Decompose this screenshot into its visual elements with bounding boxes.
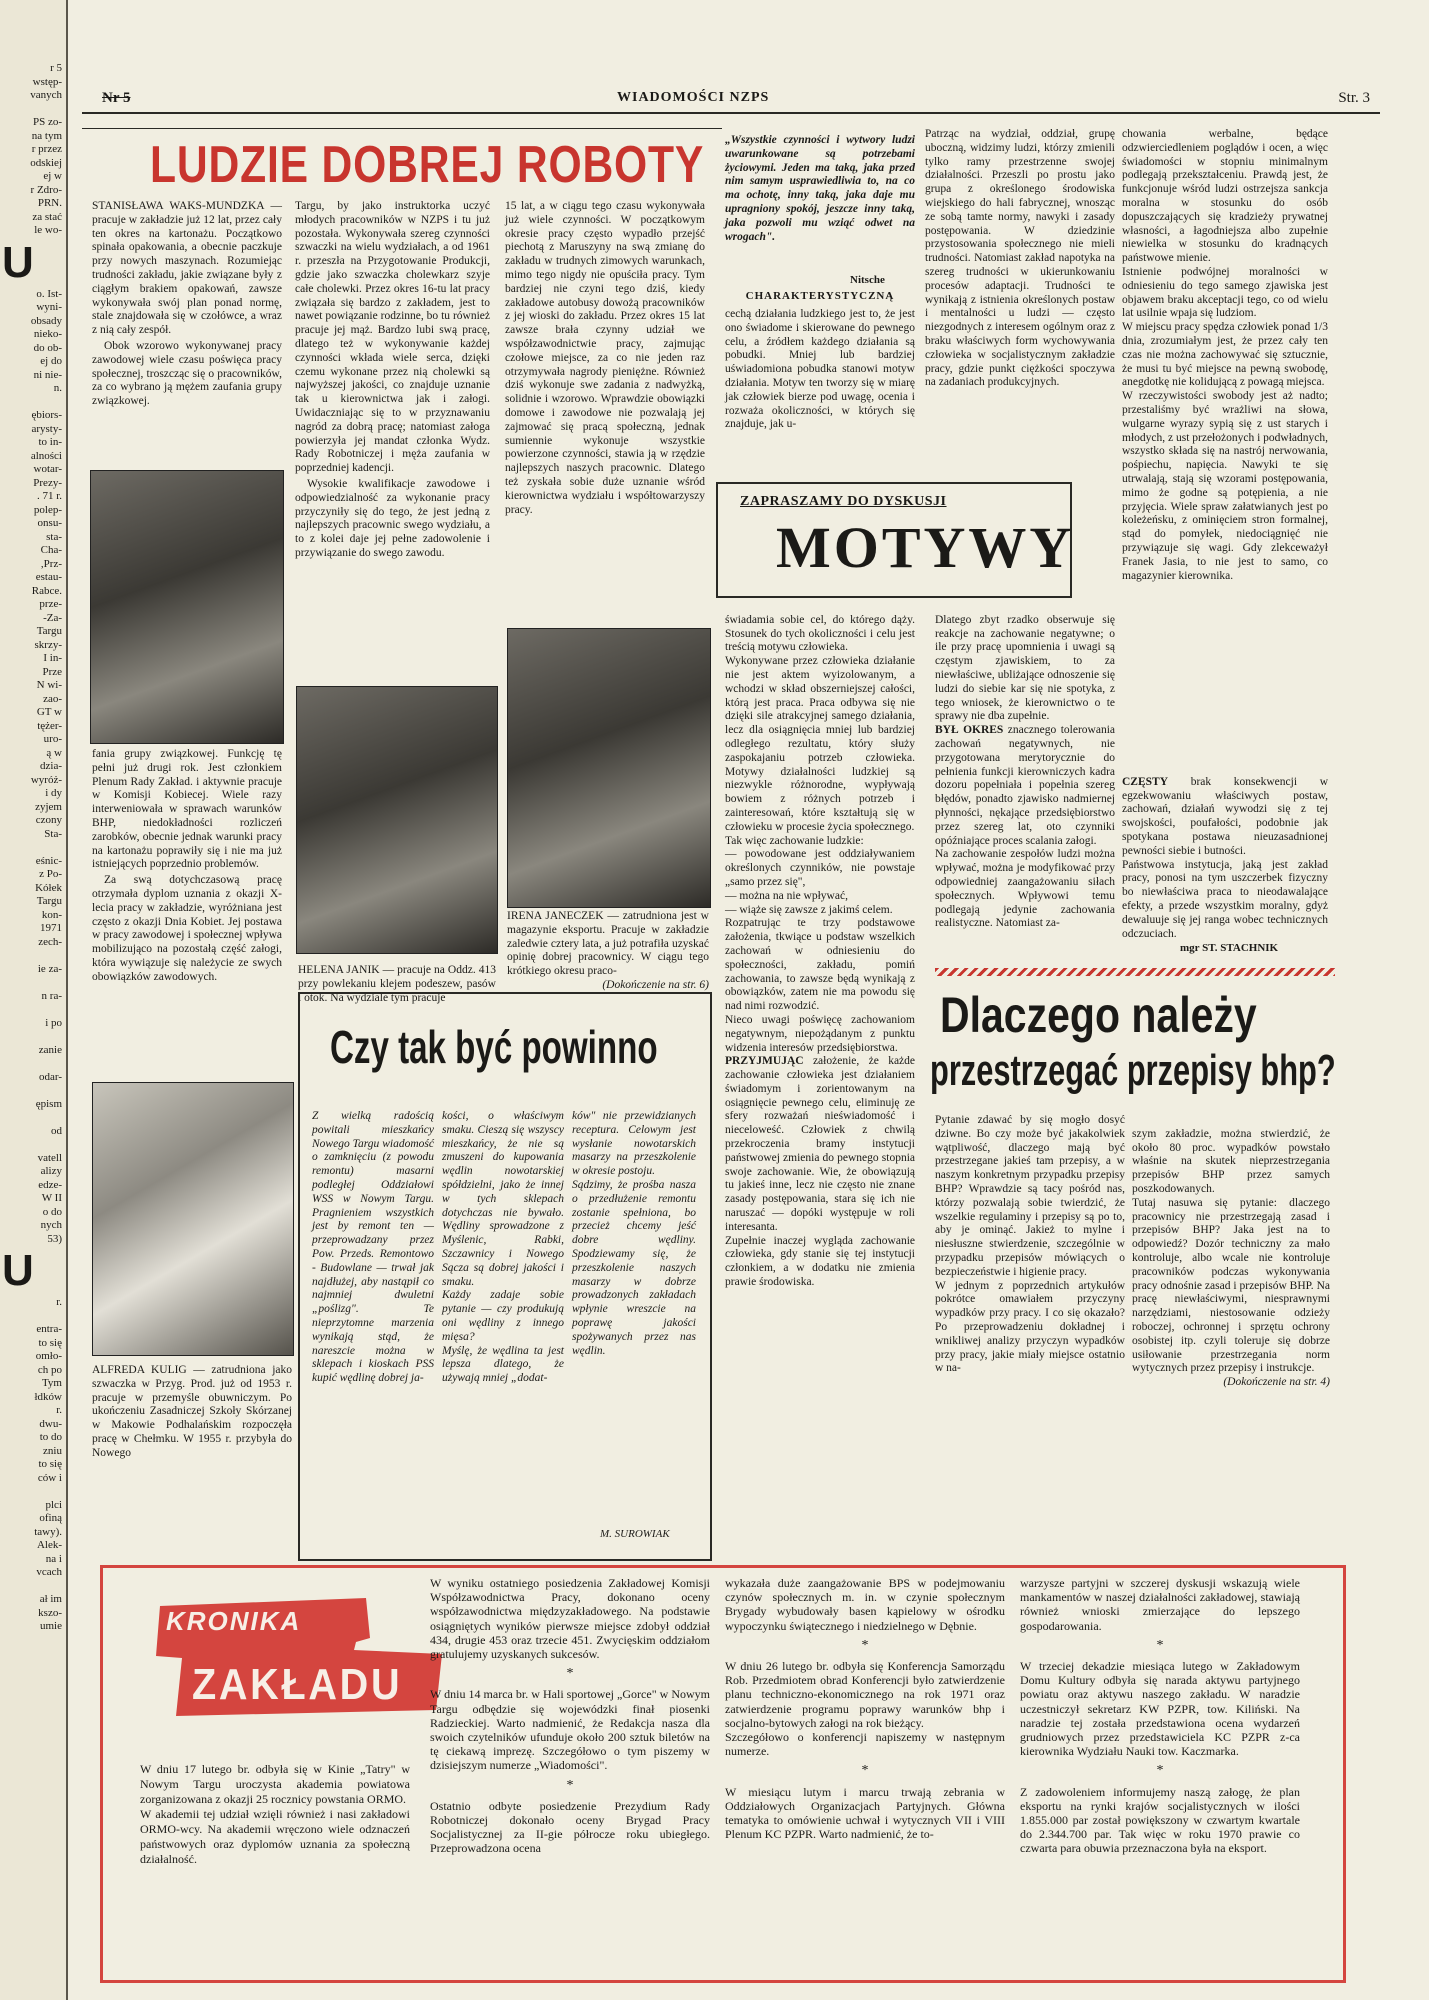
caption-text: IRENA JANECZEK — zatrudniona jest w magazynie eksportu. Pracuje w zakładzie zaledwie cztery lata, a już potrafiła uzyskać opinię dobrej pracownicy. W ciągu tego krótkiego okresu praco- xyxy=(507,910,709,978)
strip-line: ał im xyxy=(39,1593,62,1605)
motywy-kicker: ZAPRASZAMY DO DYSKUSJI xyxy=(740,494,947,509)
strip-line: 1971 xyxy=(40,922,62,934)
page-header xyxy=(82,88,1380,114)
kronika-col1 xyxy=(430,1576,710,1856)
paragraph: Za swą dotychczasową pracę otrzymała dyplom uznania z okazji X-lecia pracy w zakładzie, wyróżniana jest często z okazji Dnia Kobiet. Jej postawa w pracy zawodowej i społecznej wpływa mobilizująco na pozostałą część załogi, która wywiązuje się należycie ze swych obowiązków zawodowych. xyxy=(92,874,282,983)
strip-line: prze- xyxy=(39,598,62,610)
red-separator xyxy=(935,968,1335,976)
star-separator: * xyxy=(861,1763,869,1779)
motywy-title-box xyxy=(716,482,1075,598)
zakladu-label: ZAKŁADU xyxy=(192,1660,403,1709)
motywy-bold-lead: BYŁ OKRES xyxy=(935,724,1004,737)
strip-line: vatell xyxy=(37,1151,62,1164)
strip-line xyxy=(0,1310,66,1324)
divider xyxy=(82,128,722,129)
motywy-text: znacznego tolerowania zachowań negatywnych, nie przygotowana merytorycznie do pełnienia funkcji kierowniczych kadra dozoru popełniała i popełnia szereg błędów, ponadto zjawisko nadmiernej płynności, nękające przedsiębiorstwo przez szereg lat, oto czynniki opóźniające proces scalania załogi. Na zachowanie zespołów ludzi można wpływać, można je modyfikować przy odpowiedniej zaangażowaniu siłach społecznych. Wpływowi temu podlegają jedynie zachowania realistyczne. Natomiast za- xyxy=(935,724,1115,930)
strip-line: n ra- xyxy=(41,989,62,1002)
article2-col1: Z wielką radością powitali mieszkańcy Nowego Targu wiadomość o zamknięciu (z powodu remontu) masarni podległej Oddziałowi WSS w Nowym Targu. Pragnieniem wszystkich jest by remont ten — przeprowadzany przez Pow. Przeds. Remontowo - Budowlane — trwał jak najdłużej, aby nastąpił co najmniej dwuletni „poślizg". Te nieprzytomne marzenia wynikają stąd, że nareszcie można w sklepach i kioskach PSS kupić wędlinę dobrej ja- xyxy=(312,1110,434,1385)
strip-big-letter: U xyxy=(2,237,34,287)
paragraph: 15 lat, a w ciągu tego czasu wykonywała już wiele czynności. W początkowym okresie pracy często wypadło przejść piechotą z Maruszyny na swą zmianę do zakładu w trudnych zimowych warunkach, mimo tego nigdy nie opuściła pracy. Tym bardziej nie czyni tego dziś, kiedy zakładowe autobusy dowożą pracowników z jej wioski do zakładu. Przez okres 15 lat zawsze brała czynny udział we współzawodnictwie pracy, zajmując czołowe miejsce, za co nie jeden raz otrzymywała nagrody pieniężne. Również dziś wykonuje swe zadania z nadwyżką, solidnie i wzorowo. Wprawdzie obowiązki domowe i zawodowe nie pozwalają jej zajmować się pracą społeczną, jednak sumiennie wykonuje wszystkie powierzone czynności, stawia ją w rzędzie najlepszych naszych pracownic. Dlatego też zyskała sobie duże uznanie wśród kierownictwa wydziału i współtowarzyszy pracy. xyxy=(505,200,705,516)
photo-waksmundzka xyxy=(90,470,284,744)
strip-line: n. xyxy=(53,382,62,394)
quote-author: Nitsche xyxy=(850,274,885,286)
strip-line: do ob- xyxy=(33,341,62,354)
strip-line: za stać xyxy=(32,210,62,223)
strip-line: PS zo- xyxy=(32,116,62,128)
strip-line xyxy=(0,841,66,855)
photo-kulig xyxy=(92,1082,294,1356)
strip-line: omło- xyxy=(35,1350,62,1362)
kronika-item: W wyniku ostatniego posiedzenia Zakładowej Komisji Współzawodnictwa Pracy, dokonano oceny współzawodnictwa międzyzakładowego. Na podstawie osiągniętych wyników pierwsze miejsce zdobył oddział 434, drugie 453 oraz trzecie 451. Zwycięskim oddziałom gratulujemy uzyskanych sukcesów. xyxy=(430,1576,710,1662)
strip-line: ców i xyxy=(37,1471,62,1484)
caption-janik: HELENA JANIK — pracuje na Oddz. 413 przy powlekaniu klejem podeszew, pasów i otok. Na wydziale tym pracuje xyxy=(298,964,496,1004)
strip-line: z Po- xyxy=(39,868,62,880)
strip-line: Alek- xyxy=(36,1539,62,1551)
strip-line: to się xyxy=(38,1458,62,1470)
strip-line: I in- xyxy=(43,652,62,664)
kronika-banner xyxy=(156,1598,444,1716)
strip-line: wyni- xyxy=(36,301,62,313)
strip-line: Rabce. xyxy=(31,584,62,597)
photo-janik xyxy=(296,686,498,954)
strip-line: Tym xyxy=(41,1377,62,1389)
strip-line: ej w xyxy=(43,170,62,182)
strip-line xyxy=(0,1138,66,1152)
strip-line xyxy=(0,976,66,990)
previous-page-strip xyxy=(0,0,68,2000)
strip-line: zanie xyxy=(38,1043,62,1056)
strip-line: kszo- xyxy=(38,1606,62,1619)
strip-line: nieko- xyxy=(33,328,62,340)
strip-line: wyróż- xyxy=(30,773,62,786)
kronika-col2 xyxy=(725,1576,1005,1841)
strip-line xyxy=(0,1580,66,1594)
strip-line: r. xyxy=(56,1404,62,1416)
strip-line: ofiną xyxy=(39,1512,62,1524)
kronika-col0: W dniu 17 lutego br. odbyła się w Kinie „Tatry" w Nowym Targu uroczysta akademia powiatowa zorganizowana z okazji 25 rocznicy powstania ORMO. W akademii tej udział wzięli również i nasi zakładowi ORMO-wcy. Na akademii wręczono wiele odznaczeń państwowych oraz dyplomów uznania za społeczną działalność. xyxy=(140,1762,410,1866)
strip-line: Targu xyxy=(36,895,62,907)
kronika-item: Ostatnio odbyte posiedzenie Prezydium Rady Robotniczej dokonało oceny Brygad Pracy Socjalistycznej za II-gie półrocze roku ubiegłego. Przeprowadzona ocena xyxy=(430,1798,710,1856)
strip-line: le wo- xyxy=(34,224,62,236)
strip-line xyxy=(0,1030,66,1044)
page-number: Str. 3 xyxy=(1338,90,1370,106)
continued-note: (Dokończenie na str. 6) xyxy=(602,978,709,991)
strip-line: to in- xyxy=(38,436,62,448)
strip-line: odskiej xyxy=(30,156,62,169)
strip-line xyxy=(0,949,66,963)
strip-line: Cha- xyxy=(40,544,62,556)
strip-line: na tym xyxy=(31,129,62,142)
strip-line: ,Prz- xyxy=(40,557,62,570)
paragraph: fania grupy związkowej. Funkcję tę pełni już drugi rok. Jest członkiem Plenum Rady Zakład. i aktywnie pracuje w Komisji Kobiecej. Wiele razy interweniowała w sprawach warunków BHP, niedokładności rozliczeń zarobków, obecnie jednak warunki pracy na kartonażu poprawiły się i nie ma już istniejących poprzednio problemów. xyxy=(92,748,282,871)
strip-line: od xyxy=(51,1124,62,1137)
star-separator: * xyxy=(566,1777,574,1793)
star-separator: * xyxy=(1156,1637,1164,1653)
continued-note: (Dokończenie na str. 4) xyxy=(1223,1376,1330,1389)
article4-col1: Pytanie zdawać by się mogło dosyć dziwne. Bo czy może być jakakolwiek wątpliwość, dlaczego mają być przestrzegane jakieś tam przepisy, a w naszym konkretnym przypadku przepisy BHP? Wprawdzie są tacy pośród nas, którzy pozwalają sobie twierdzić, że wszelkie regulaminy i przepisy są po to, aby je ominąć. Jakież to mylne i niesłuszne stwierdzenie, szczególnie w przypadku przepisów mówiących o bezpieczeństwie i higienie pracy. W jednym z poprzednich artykułów pokrótce omawiałem przyczyny wypadków przy pracy. I co się okazało? Po przeprowadzeniu dokładnej i wnikliwej analizy przyczyn wypadków przy pracy, jakie miały miejsce ostatnio w na- xyxy=(935,1114,1125,1375)
article3-col2 xyxy=(935,600,1115,931)
paragraph: Targu, by jako instruktorka uczyć młodych pracowników w NZPS i tu już pozostała. Wykonywała szereg czynności szwaczki na wielu wydziałach, a od 1961 r. przeszła na Przygotowanie Produkcji, gdzie jako szwaczka cholewkarz szyje całe cholewki. Przez okres 16-tu lat pracy związała się bardzo z zakładem, jest to nawet powiązanie rodzinne, bo tu również pracuje jej mąż. Bardzo lubi swą pracę, dlatego też w wykonywanie każdej czynności wkłada wiele serca, dzięki czemu wykonane przez nią cholewki są najwyższej jakości, co znajduje uznanie tak u kierownictwa jak i załogi. Uwidaczniając się to w przyznawaniu nagród za dobrą pracę; natomiast załoga powierzyła jej mandat członka Wydz. Rady Robotniczej i męża zaufania w poprzedniej kadencji. xyxy=(295,200,490,475)
strip-line: kon- xyxy=(41,908,62,921)
article-title-ludzie: LUDZIE DOBREJ ROBOTY xyxy=(150,136,705,194)
article2-col2: kości, o właściwym smaku. Cieszą się wszyscy mieszkańcy, że nie są zmuszeni do kupowania wędlin nowotarskiej spółdzielni, jako że innej w tych sklepach dotychczas nie bywało. Wędliny sprowadzone z Myślenic, Rabki, Szczawnicy i Nowego Sącza są dobrej jakości i smaku. Każdy zadaje sobie pytanie — czy produkują oni wędliny z innego mięsa? Myślę, że wędlina ta jest lepsza dlatego, że używają mniej „dodat- xyxy=(442,1110,564,1385)
strip-line: ie za- xyxy=(37,962,62,975)
strip-line: ą w xyxy=(46,746,62,759)
strip-line: wstęp- xyxy=(32,75,62,88)
kronika-item: W dniu 26 lutego br. odbyła się Konferencja Samorządu Rob. Przedmiotem obrad Konferencji było zatwierdzenie planu techniczno-ekonomicznego na rok 1971 oraz zatwierdzenie programu poprawy warunków bhp i socjalno-bytowych załogi na rok bieżący. Szczegółowo o konferencji napiszemy w następnym numerze. xyxy=(725,1659,1005,1759)
strip-line: alności xyxy=(30,449,62,462)
strip-line: o. Ist- xyxy=(36,287,62,300)
strip-line: i po xyxy=(45,1016,62,1029)
strip-line: . 71 r. xyxy=(36,490,62,502)
strip-line: i dy xyxy=(45,787,62,799)
bhp-text: szym zakładzie, można stwierdzić, że około 80 proc. wypadków powstało właśnie na skutek nieprzestrzegania przepisów BHP przez samych poszkodowanych. Tutaj nasuwa się pytanie: dlaczego pracownicy nie przestrzegają zasad i przepisów BHP? Jaka jest na to odpowiedź? Dozór techniczny za mało kontroluje, albo wcale nie kontroluje pracowników podczas wykonywania pracy odnośnie zasad i przepisów BHP. Na pracę niewłaściwymi, niesprawnymi narzędziami, niestosowanie odzieży roboczej, ochronnej i sprzętu ochrony osobistej itp. czyli toleruje się dobrze usiłowanie przestrzegania norm wytycznych przez przepisy i instrukcje. xyxy=(1132,1127,1330,1375)
issue-number: Nr 5 xyxy=(102,90,131,106)
strip-line: ępism xyxy=(35,1097,62,1110)
paragraph: Wysokie kwalifikacje zawodowe i odpowiedzialność za wykonanie pracy przyczyniły się do tego, że jest jedną z najlepszych pracownic swego wydziału, a to z kolei daje jej pełne zadowolenie i przywiązanie do swego zawodu. xyxy=(295,477,490,559)
strip-line: to do xyxy=(39,1431,62,1443)
article-title-czy-tak: Czy tak być powinno xyxy=(330,1021,658,1073)
strip-line: r. xyxy=(56,1296,62,1308)
strip-line: skrzy- xyxy=(34,638,62,651)
article2-col3: ków" nie przewidzianych receptura. Celowym jest wysłanie nowotarskich masarzy na przeszkolenie w okresie postoju. Sądzimy, że prośba nasza o przedłużenie remontu zostanie spełniona, bo przecież chcemy jeść dobre wędliny. Spodziewamy się, że przeszkolenie naszych masarzy w dobrze prowadzonych zakładach wpłynie wreszcie na poprawę jakości spożywanych przez nas wędlin. xyxy=(572,1110,696,1357)
strip-line: umie xyxy=(40,1620,62,1632)
strip-line: sta- xyxy=(46,530,62,543)
strip-line: Sta- xyxy=(44,827,62,840)
strip-line: r 5 xyxy=(50,62,62,74)
strip-line: Prze xyxy=(42,665,62,678)
strip-line: wotar- xyxy=(33,463,62,475)
strip-line: vanych xyxy=(30,89,62,101)
article4-col2 xyxy=(1132,1114,1330,1404)
subhead-charakterystyczna: CHARAKTERYSTYCZNĄ xyxy=(745,290,895,302)
paragraph: Obok wzorowo wykonywanej pracy zawodowej wiele czasu poświęca pracy społecznej, troszcząc się o pracowników, za co wybrano ją mężem zaufania grupy związkowej. xyxy=(92,339,282,408)
strip-line: odar- xyxy=(39,1070,62,1083)
caption-janeczek xyxy=(507,910,709,993)
strip-line: czony xyxy=(35,814,62,826)
strip-line: to się xyxy=(38,1336,62,1349)
kronika-label: KRONIKA xyxy=(166,1606,302,1636)
newspaper-name: WIADOMOŚCI NZPS xyxy=(617,90,770,105)
article3-col2-top: Patrząc na wydział, oddział, grupę uboczną, widzimy ludzi, którzy zmienili tylko ramy przestrzenne swojej działalności. Przeszli po prostu jako grupa z określonego środowiska wiejskiego do hali fabrycznej, wnosząc ze sobą tamte normy, nawyki i zasady postępowania. W dziedzinie przystosowania społecznego nie mieli trudności. Natomiast zakład napotyka na szereg trudności w ukierunkowaniu procesów adaptacji. Trudności te wynikają z istnienia określonych postaw i mentalności u ludzi — często niezgodnych z interesem ogólnym oraz z braku właściwych form wychowywania człowieka w socjalistycznym zakładzie pracy, gdzie punkt ciężkości spoczywa na zadaniach produkcyjnych. xyxy=(925,128,1115,389)
strip-line: entra- xyxy=(36,1323,62,1335)
article3-col3-top: chowania werbalne, będące odzwierciedleniem poglądów i ocen, a więc świadomości w stopniu minimalnym podlegają przekształceniu. Prawdą jest, że funkcjonuje wśród ludzi ostrzejsza sankcja moralna w stosunku do osób dopuszczających się kradzieży prywatnej własności, a łagodniejsza albo zupełnie niewielka w stosunku do kradnących państwowe mienie. Istnienie podwójnej moralności w odniesieniu do tego samego zjawiska jest objawem braku akceptacji tego, co od wielu lat usilnie wpaja się ludziom. W miejscu pracy spędza człowiek ponad 1/3 dnia, zrozumiałym jest, że przez cały ten czas nie można zachowywać się sztucznie, że musi tu być miejsce na pewną swobodę, anegdotkę nie kolidującą z powagą miejsca. W rzeczywistości swobody jest aż nadto; przestaliśmy być wrażliwi na słowa, wulgarne wyrazy sypią się z ust starych i młodych, z ust przełożonych i podwładnych, wszystko składa się na nastrój nerwowania, pośpiechu, napięcia. Nawyki te się utrwalają, stają się wzorami postępowania, mimo że godne są potępienia, a nie przyjęcia. Wiele spraw załatwianych jest po koleżeńsku, z ominięciem stron formalnej, stąd do pomyłek, niedociągnięć nie przywiązuje się wagi. Gdy zlekceważył Franek Jasia, to nie jest to samo, co magazynier kierownika. xyxy=(1122,128,1328,582)
strip-line: N wi- xyxy=(36,679,62,691)
motywy-title: MOTYWY xyxy=(776,515,1075,580)
strip-line: arysty- xyxy=(31,422,62,435)
quote-text: „Wszystkie czynności i wytwory ludzi uwarunkowane są potrzebami życiowymi. Jeden ma taką, jaka przed nim samym usprawiedliwia to, na co ma ochotę, inny taką, jaka daje mu upragniony spokój, jeszcze inny taką, jaka pozwoli mu wziąć odwet na wrogach". xyxy=(725,134,915,243)
strip-line: zyjem xyxy=(35,800,62,813)
strip-line: dwu- xyxy=(39,1417,62,1430)
motywy-text: świadamia sobie cel, do którego dąży. Stosunek do tych okoliczności i celu jest treścią motywu człowieka. Wykonywane przez człowieka działanie nie jest aktem wyizolowanym, a wchodzi w skład obszerniejszej całości, którą jest praca. Praca odbywa się nie dzięki sile atrakcyjnej samego działania, lecz dla osiągnięcia mniej lub bardziej odległego rezultatu, który służy zaspokajaniu potrzeb człowieka. Motywy działalności ludzkiej są niezwykle różnorodne, wypływają bowiem z różnych potrzeb i zainteresowań, które kształtują się w człowieku w procesie życia społecznego. Tak więc zachowanie ludzkie: — powodowane jest oddziaływaniem określonych czynników, nie powstaje „samo przez się", — można na nie wpływać, — wiąże się zawsze z jakimś celem. Rozpatrując te trzy podstawowe założenia, tkwiące u podstaw wszelkich zachowań w odniesieniu do społeczności, zakładu, pomiń zachowania, to zawsze będą wynikają z obowiązków, zatem nie ma powodu się nad nimi rozwodzić. Nieco uwagi poświęcę zachowaniom negatywnym, niepożądanym z punktu widzenia interesów przedsiębiorstwa. xyxy=(725,613,915,1054)
kronika-item: Z zadowoleniem informujemy naszą załogę, że plan eksportu na rynki krajów socjalistycznych w ilości 1.855.000 par został powiększony w czwartym kwartale do 2.344.700 par. Tak więc w roku 1970 prawie co czwarta para obuwia przeznaczona była na eksport. xyxy=(1020,1784,1300,1856)
kronika-item: wykazała duże zaangażowanie BPS w podejmowaniu czynów społecznych m. in. w czynie społecznym Brygady wybudowały basen kąpielowy w ośrodku wypoczynku świątecznego i niedzielnego w Dębnie. xyxy=(725,1576,1005,1633)
strip-line: uro- xyxy=(43,733,62,745)
strip-line: Targu xyxy=(36,625,62,637)
article3-col1-top: cechą działania ludzkiego jest to, że jest ono świadome i skierowane do pewnego celu, a źródłem każdego działania są pobudki. Mniej lub bardziej uświadomiona pobudka stanowi motyw działania. Motyw ten tworzy się w miarę jak człowiek bierze pod uwagę, ocenia i rozważa okoliczności, w których się znajduje, jak u- xyxy=(725,308,915,431)
motywy-text: założenie, że każde zachowanie człowieka jest działaniem świadomym i zorientowanym na osiągnięcie pewnego celu, eliminuję ze sfery rozważań nieświadomość i nieceloweść. Człowiek z chwilą przekroczenia bramy instytucji państwowej zmienia do pewnego stopnia swoje zachowanie. Wie, że obowiązują tu jakieś inne, lecz nie często nie znane zasady postępowania, stara się ich nie naruszać — dopóki występuje w roli interesanta. Zupełnie inaczej wygląda zachowanie człowieka, gdy stanie się tej instytucji członkiem, a w dodatku nie zmienia prawie środowiska. xyxy=(725,1055,916,1289)
strip-line: vcach xyxy=(36,1566,62,1578)
motywy-bold-lead: PRZYJMUJĄC xyxy=(725,1055,804,1068)
article1-col1-top xyxy=(92,200,282,411)
photo-janeczek xyxy=(507,628,711,908)
strip-line: łdków xyxy=(34,1390,62,1403)
strip-line: ch po xyxy=(37,1363,62,1376)
article3-col3 xyxy=(1122,762,1328,941)
strip-line: dzia- xyxy=(40,760,62,772)
kronika-col3 xyxy=(1020,1576,1300,1856)
strip-line: r przez xyxy=(31,143,62,155)
strip-line: ni nie- xyxy=(33,368,62,381)
article1-col2 xyxy=(295,200,490,563)
motywy-text: Dlatego zbyt rzadko obserwuje się reakcje na zachowanie negatywne; o ile przy pracę upomnienia i uwagi są częstym zjawiskiem, to za niewłaściwe, ubliżające odnoszenie się ludzi do siebie kar się nie spotyka, z tego wniosek, że kierownictwo o te sprawy nie dba zupełnie. xyxy=(935,613,1115,723)
paragraph: STANISŁAWA WAKS-MUNDZKA — pracuje w zakładzie już 12 lat, przez cały ten okres na kartonażu. Początkowo spinała opakowania, a obecnie paczkuje przy nowych maszynach. Rozumiejąc trudności zakładu, jakie związane były z ciągłym brakiem opakowań, zawsze wykonywała swój plan ponad normę, stale znajdowała się w czołówce, a wraz z nią cały zespół. xyxy=(92,200,282,337)
strip-line: o do xyxy=(42,1205,62,1218)
strip-line: polep- xyxy=(33,503,62,516)
strip-line xyxy=(0,1084,66,1098)
kronika-item: warzysze partyjni w szczerej dyskusji wskazują wiele mankamentów w naszej działalności zakładowej, stawiają również wnioski zmierzające do lepszego gospodarowania. xyxy=(1020,1576,1300,1633)
strip-line: nych xyxy=(40,1219,62,1231)
strip-line: GT w xyxy=(36,706,62,718)
strip-line: tężer- xyxy=(37,719,62,732)
signature-stachnik: mgr ST. STACHNIK xyxy=(1180,942,1279,954)
strip-line: 53) xyxy=(47,1232,62,1245)
caption-kulig: ALFREDA KULIG — zatrudniona jako szwaczka w Przyg. Prod. już od 1953 r. pracuje w przemyśle obuwniczym. Po ukończeniu Zasadniczej Szkoły Skórzanej w Makowie Podhalańskim rozpoczęła pracę w Chełmku. W 1955 r. przybyła do Nowego xyxy=(92,1364,292,1459)
strip-line: Kółek xyxy=(35,881,62,894)
strip-line: ej do xyxy=(40,355,62,367)
article3-col1 xyxy=(725,600,915,1290)
strip-line: PRN. xyxy=(37,197,62,209)
article-title-bhp-2: przestrzegać przepisy bhp? xyxy=(930,1046,1336,1095)
strip-line: plci xyxy=(45,1498,62,1511)
strip-line: W II xyxy=(41,1192,62,1204)
strip-line: estau- xyxy=(35,571,62,583)
strip-line xyxy=(0,103,66,117)
strip-line: obsady xyxy=(30,314,62,327)
strip-line xyxy=(0,396,66,410)
strip-line: tawy). xyxy=(34,1525,62,1538)
motywy-bold-lead: CZĘSTY xyxy=(1122,775,1169,788)
star-separator: * xyxy=(1156,1763,1164,1779)
strip-line: eśnic- xyxy=(35,854,62,867)
article1-col3 xyxy=(505,200,705,519)
motywy-text: brak konsekwencji w egzekwowaniu właściwych postaw, zachowań, działań wywodzi się z tej swojskości, poufałości, podobnie jak spotykana postawa nieuzasadnionej pewności siebie i butności. Państwowa instytucja, jaką jest zakład pracy, ponosi na tym uszczerbek fizyczny bo niewłaściwa praca to nieodawalające efekty, a przede wszystkim moralny, gdyż dewaluuje się jej ranga wobec technicznych odczuciach. xyxy=(1122,775,1328,940)
kronika-item: W miesiącu lutym i marcu trwają zebrania w Oddziałowych Organizacjach Partyjnych. Główna tematyka to omówienie uchwał i wytycznych VII i VIII Plenum KC PZPR. Warto nadmienić, że to- xyxy=(725,1784,1005,1842)
strip-line: r Zdro- xyxy=(30,183,62,196)
strip-line xyxy=(0,1111,66,1125)
kronika-item: W trzeciej dekadzie miesiąca lutego w Zakładowym Domu Kultury odbyła się narada aktywu partyjnego powiatu oraz aktywu naszego zakładu. W naradzie uczestniczył sekretarz KW PZPR, tow. Kiliński. Na naradzie tej została przedstawiona ocena wydarzeń grudniowych przez przedstawiciela KC PZPR z-ca kierownika Wydziału Nauki tow. Kaczmarka. xyxy=(1020,1659,1300,1759)
strip-line: Prezy- xyxy=(33,476,62,489)
strip-line: zech- xyxy=(38,935,62,948)
strip-line: edze- xyxy=(38,1178,62,1191)
strip-line: na i xyxy=(45,1552,62,1565)
signature-surowiak: M. SUROWIAK xyxy=(600,1528,670,1540)
strip-line: ębiors- xyxy=(31,409,62,421)
strip-line: -Za- xyxy=(43,611,62,624)
article-title-bhp-1: Dlaczego należy xyxy=(940,987,1257,1043)
kronika-item: W dniu 14 marca br. w Hali sportowej „Gorce" w Nowym Targu odbędzie się wojewódzki finał piosenki Radzieckiej. Warto nadmienić, że Redakcja nasza dla swoich czytelników ufunduje około 200 sztuk biletów na tę ciekawą imprezę. Szczegółowo o tym piszemy w dzisiejszym numerze „Wiadomości". xyxy=(430,1687,710,1773)
strip-big-letter: U xyxy=(2,1246,34,1295)
star-separator: * xyxy=(861,1637,869,1653)
article1-col1-bottom xyxy=(92,748,282,987)
star-separator: * xyxy=(566,1666,574,1682)
strip-line xyxy=(0,1057,66,1071)
strip-line: zniu xyxy=(43,1444,62,1457)
strip-line: onsu- xyxy=(37,517,62,529)
strip-line: zao- xyxy=(43,692,62,705)
strip-line: alizy xyxy=(40,1165,62,1177)
strip-line xyxy=(0,1485,66,1499)
strip-line xyxy=(0,1003,66,1017)
